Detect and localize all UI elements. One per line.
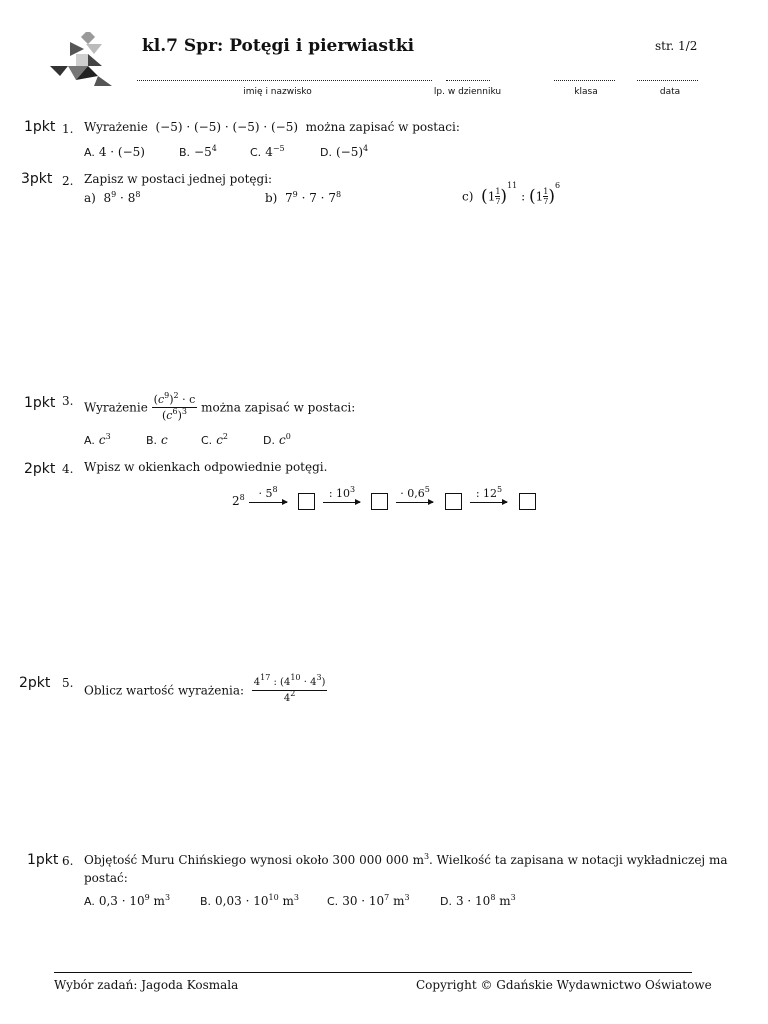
q2-text: Zapisz w postaci jednej potęgi: [84,172,273,186]
q4-step-1-arrow [249,502,287,503]
q4-step-2-arrow [323,502,360,503]
q4-number: 4. [62,462,74,476]
q3-points: 1pkt [24,395,56,411]
q1-option-c[interactable]: C. $4^{-5}$ [250,144,285,159]
q2-part-c: c) (1 $\frac{1}{7}$ )$^{11}$ : (1 $\frac{1}{7}$ )$^6$ [462,181,561,207]
q5-points: 2pkt [19,675,51,691]
q3-option-b[interactable]: B. c [146,433,168,447]
q2-number: 2. [62,174,74,188]
register-number-field-label: lp. w dzienniku [433,87,502,97]
q3-option-c[interactable]: C. $c^2$ [201,432,229,447]
name-field-line [137,72,432,81]
q1-points: 1pkt [24,119,56,135]
class-field-line [554,72,615,81]
q4-points: 2pkt [24,461,56,477]
q3-fraction: $\frac{(c^9)^2 \cdot c}{(c^6)^3}$ [153,391,196,422]
page-title: kl.7 Spr: Potęgi i pierwiastki [142,36,415,56]
footer-copyright: Copyright © Gdańskie Wydawnictwo Oświatowe [416,978,712,992]
q4-answer-box-1[interactable] [298,493,315,510]
q4-step-4-label: : $12^5$ [475,485,503,500]
footer-author: Wybór zadań: Jagoda Kosmala [54,978,239,992]
name-field-label: imię i nazwisko [243,87,312,97]
footer-divider [54,972,692,973]
q1-option-b[interactable]: B. $-5^4$ [179,144,217,159]
q3-option-d[interactable]: D. $c^0$ [263,432,291,447]
q3-option-a[interactable]: A. $c^3$ [84,432,111,447]
q5-text: Oblicz wartość wyrażenia: $\frac{4^{17} : (4^{10} \cdot 4^3)}{4^2}$ [84,673,326,704]
q5-number: 5. [62,676,74,690]
q4-start-value: $2^8$ [232,493,245,508]
q4-step-3-label: · $0,6^5$ [400,485,430,500]
q2-part-a: a) $8^9 \cdot 8^8$ [84,190,141,205]
q6-option-b[interactable]: B. $0,03 \cdot 10^{10}$ $m^3$ [200,893,299,908]
q6-text-line2: postać: [84,871,128,885]
register-number-field-line [446,72,490,81]
q2-points: 3pkt [21,171,53,187]
q1-number: 1. [62,122,74,136]
q6-option-a[interactable]: A. $0,3 \cdot 10^9$ $m^3$ [84,893,171,908]
q6-text: Objętość Muru Chińskiego wynosi około 300 000 000 $m^3$. Wielkość ta zapisana w notacji wykładniczej ma [84,852,728,867]
q3-text: Wyrażenie $\frac{(c^9)^2 \cdot c}{(c^6)^3}$ można zapisać w postaci: [84,391,356,422]
q6-option-c[interactable]: C. $30 \cdot 10^7$ $m^3$ [327,893,410,908]
q6-option-d[interactable]: D. $3 \cdot 10^8$ $m^3$ [440,893,516,908]
q5-fraction: $\frac{4^{17} : (4^{10} \cdot 4^3)}{4^2}$ [253,673,326,704]
q4-step-3-arrow [396,502,433,503]
class-field-label: klasa [574,87,598,97]
q3-number: 3. [62,394,74,408]
q4-step-4-arrow [470,502,507,503]
q4-step-2-label: : $10^3$ [328,485,356,500]
q4-answer-box-2[interactable] [371,493,388,510]
date-field-line [637,72,698,81]
q1-text: Wyrażenie (−5) · (−5) · (−5) · (−5) można zapisać w postaci: [84,120,460,134]
q4-step-1-label: · $5^8$ [258,485,278,500]
q2-part-b: b) $7^9 \cdot 7 \cdot 7^8$ [265,190,342,205]
date-field-label: data [659,87,681,97]
q4-answer-box-3[interactable] [445,493,462,510]
q6-number: 6. [62,854,74,868]
q1-option-a[interactable]: A. 4 · (−5) [84,145,145,159]
page-number: str. 1/2 [655,39,698,53]
q6-points: 1pkt [27,852,59,868]
q1-option-d[interactable]: D. $(-5)^4$ [320,144,369,159]
q4-answer-box-4[interactable] [519,493,536,510]
publisher-logo-icon [46,32,116,88]
q4-text: Wpisz w okienkach odpowiednie potęgi. [84,460,328,474]
